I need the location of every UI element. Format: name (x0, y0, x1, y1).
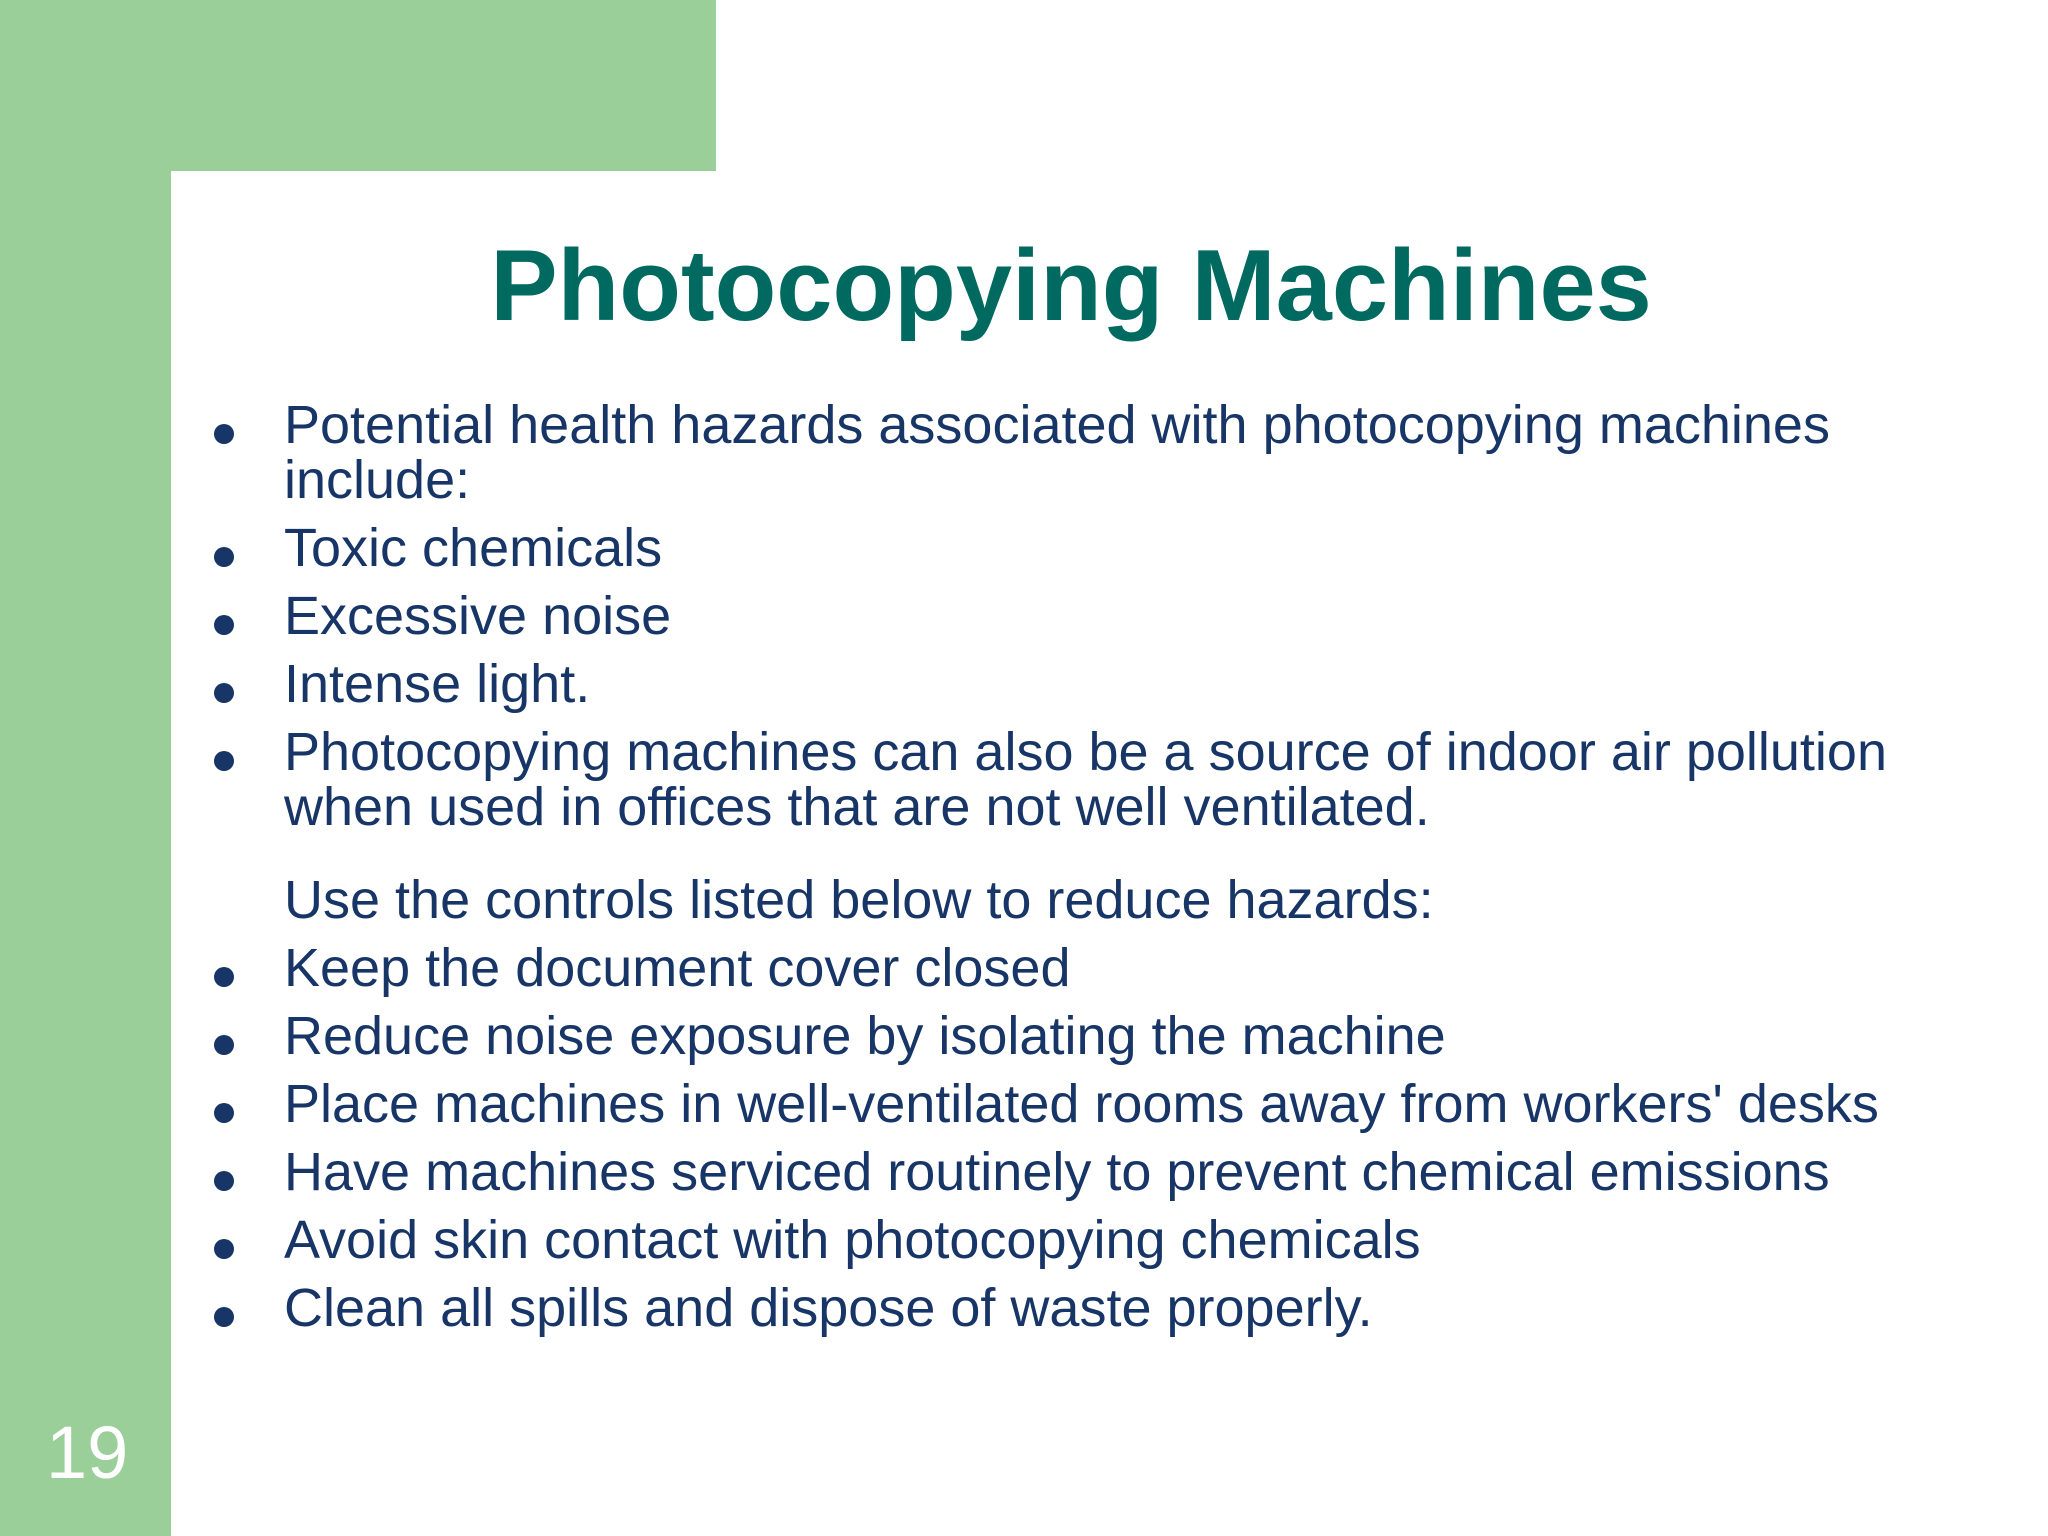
bullet-dot-icon (214, 1035, 234, 1055)
bullet-text: Have machines serviced routinely to prevent chemical emissions (284, 1142, 1830, 1202)
green-top-band (0, 0, 716, 171)
bullet-text: Clean all spills and dispose of waste properly. (284, 1278, 1373, 1338)
bullet-item (206, 722, 1986, 837)
controls-intro: Use the controls listed below to reduce hazards: (284, 870, 1434, 930)
bullet-dot-icon (214, 547, 234, 567)
bullet-dot-icon (214, 1307, 234, 1327)
slide-title: Photocopying Machines (490, 230, 1652, 342)
bullet-text: Excessive noise (284, 586, 672, 646)
bullet-dot-icon (214, 1239, 234, 1259)
bullet-dot-icon (214, 1171, 234, 1191)
bullet-text: Potential health hazards associated with photocopying machines include: (284, 395, 1830, 510)
bullet-text: Photocopying machines can also be a source of indoor air pollution when used in offices that are not well ventilated. (284, 722, 1887, 837)
bullet-item (206, 518, 1986, 578)
bullet-text: Reduce noise exposure by isolating the machine (284, 1006, 1446, 1066)
bullet-text: Place machines in well-ventilated rooms away from workers' desks (284, 1074, 1879, 1134)
bullet-dot-icon (214, 615, 234, 635)
slide-number: 19 (46, 1411, 129, 1494)
bullet-item (206, 938, 1986, 998)
bullet-item (206, 1142, 1986, 1202)
bullet-dot-icon (214, 1103, 234, 1123)
bullet-item (206, 395, 1986, 510)
bullet-text: Toxic chemicals (284, 518, 663, 578)
bullet-dot-icon (214, 967, 234, 987)
bullet-item (206, 1210, 1986, 1270)
green-sidebar (0, 0, 171, 1536)
bullet-item (206, 1006, 1986, 1066)
bullet-dot-icon (214, 424, 234, 444)
bullet-text: Keep the document cover closed (284, 938, 1071, 998)
bullet-item (206, 1074, 1986, 1134)
slide-body (206, 395, 1986, 1349)
bullet-dot-icon (214, 751, 234, 771)
bullet-text: Intense light. (284, 654, 591, 714)
bullet-text: Avoid skin contact with photocopying chemicals (284, 1210, 1421, 1270)
bullet-item (206, 1278, 1986, 1338)
bullet-item (206, 654, 1986, 714)
bullet-dot-icon (214, 683, 234, 703)
bullet-item (206, 586, 1986, 646)
